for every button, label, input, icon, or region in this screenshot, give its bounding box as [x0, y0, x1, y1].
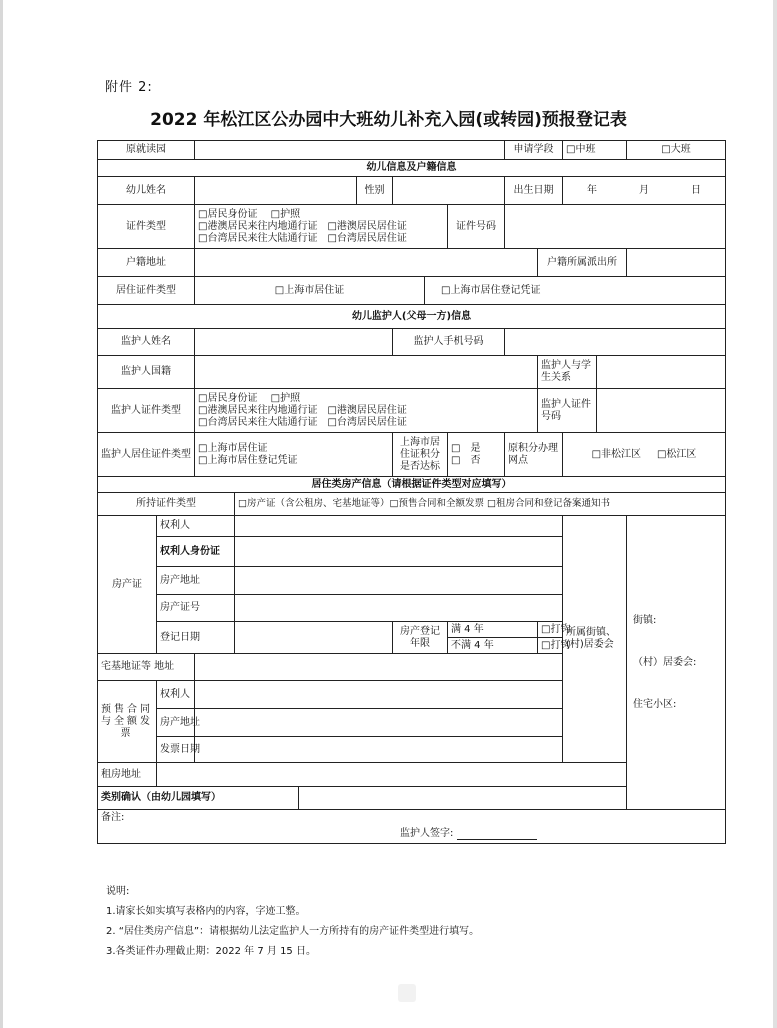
label-property-address: 房产地址 [157, 567, 235, 595]
checkbox-shanghai-residence-permit[interactable]: □上海市居住证 [195, 277, 425, 305]
held-document-type-options[interactable]: □房产证（含公租房、宅基地证等）□预售合同和全额发票 □租房合同和登记备案通知书 [235, 493, 726, 516]
label-child-id-number: 证件号码 [448, 205, 505, 249]
guardian-id-type-options[interactable] [195, 389, 538, 433]
label-presale-contract: 预售合同与全额发票 [98, 681, 157, 763]
birth-year-label: 年 [587, 184, 597, 196]
label-over-4-years: 满 4 年 [448, 622, 538, 638]
section-property-info: 居住类房产信息（请根据证件类型对应填写） [98, 477, 726, 493]
input-guardian-phone[interactable] [505, 329, 726, 356]
guardian-id-option-line[interactable]: □港澳居民来往内地通行证 □港澳居民居住证 [198, 404, 407, 416]
note-item: 2. “居住类房产信息”：请根据幼儿法定监护人一方所持有的房产证件类型进行填写。 [106, 926, 480, 937]
checkbox-points-yes[interactable]: □ 是 [451, 442, 481, 454]
guardian-id-option-line[interactable]: □居民身份证 □护照 [198, 392, 301, 404]
label-residence-permit-type: 居住证件类型 [98, 277, 195, 305]
label-remarks: 备注: [101, 812, 125, 823]
input-child-id-number[interactable] [505, 205, 726, 249]
input-rental-address[interactable] [157, 763, 627, 787]
label-invoice-date: 发票日期 [157, 737, 195, 763]
child-id-option-line[interactable]: □居民身份证 □护照 [198, 208, 301, 220]
input-guardian-name[interactable] [195, 329, 393, 356]
label-guardian-id-number: 监护人证件号码 [538, 389, 597, 433]
input-birth-date[interactable] [563, 177, 726, 205]
birth-month-label: 月 [639, 184, 649, 196]
checkbox-guardian-residence-permit[interactable]: □上海市居住证 [198, 442, 268, 454]
district-detail[interactable] [627, 516, 726, 810]
guardian-id-option-line[interactable]: □台湾居民来往大陆通行证 □台湾居民居住证 [198, 416, 407, 428]
input-certificate-number[interactable] [235, 595, 563, 622]
label-property-certificate: 房产证 [98, 516, 157, 654]
checkbox-under-4-years[interactable]: □打钩 [538, 638, 563, 654]
label-police-station: 户籍所属派出所 [538, 249, 627, 277]
input-police-station[interactable] [627, 249, 726, 277]
input-invoice-date[interactable] [195, 737, 563, 763]
label-certificate-number: 房产证号 [157, 595, 235, 622]
label-original-school: 原就读园 [98, 141, 195, 160]
label-guardian-id-type: 监护人证件类型 [98, 389, 195, 433]
input-property-address[interactable] [235, 567, 563, 595]
label-homestead-address: 宅基地证等 地址 [98, 654, 195, 681]
checkbox-songjiang[interactable]: □松江区 [656, 448, 697, 460]
child-id-type-options[interactable] [195, 205, 448, 249]
points-yes-no[interactable] [448, 433, 505, 477]
label-guardian-signature: 监护人签字: [400, 828, 454, 839]
label-birth-date: 出生日期 [505, 177, 563, 205]
checkbox-residence-registration[interactable]: □上海市居住登记凭证 [425, 277, 726, 305]
remarks-and-signature[interactable] [98, 810, 726, 844]
label-residential-community: 住宅小区: [633, 698, 677, 710]
input-owner[interactable] [235, 516, 563, 537]
label-points-office: 原积分办理网点 [505, 433, 563, 477]
notes-section [106, 882, 479, 962]
input-guardian-relation[interactable] [597, 356, 726, 389]
label-guardian-name: 监护人姓名 [98, 329, 195, 356]
label-presale-owner: 权利人 [157, 681, 195, 709]
label-hukou-address: 户籍地址 [98, 249, 195, 277]
label-owner: 权利人 [157, 516, 235, 537]
label-presale-address: 房产地址 [157, 709, 195, 737]
label-guardian-nationality: 监护人国籍 [98, 356, 195, 389]
section-child-info: 幼儿信息及户籍信息 [98, 160, 726, 177]
input-presale-address[interactable] [195, 709, 563, 737]
label-points-qualified: 上海市居住证积分是否达标 [393, 433, 448, 477]
checkbox-senior-class[interactable]: □大班 [627, 141, 726, 160]
checkbox-guardian-residence-registration[interactable]: □上海市居住登记凭证 [198, 454, 298, 466]
label-held-document-type: 所持证件类型 [98, 493, 235, 516]
input-homestead-address[interactable] [195, 654, 563, 681]
label-registration-date: 登记日期 [157, 622, 235, 654]
label-child-id-type: 证件类型 [98, 205, 195, 249]
label-village-committee: （村）居委会: [633, 656, 697, 668]
label-district: 所属街镇、(村)居委会 [563, 516, 627, 763]
checkbox-middle-class[interactable]: □中班 [563, 141, 627, 160]
signature-line[interactable] [457, 829, 537, 840]
label-guardian-residence-type: 监护人居住证件类型 [98, 433, 195, 477]
input-guardian-id-number[interactable] [597, 389, 726, 433]
checkbox-non-songjiang[interactable]: □非松江区 [591, 448, 642, 460]
label-child-name: 幼儿姓名 [98, 177, 195, 205]
registration-form-table [97, 140, 726, 844]
note-item: 1.请家长如实填写表格内的内容，字迹工整。 [106, 906, 306, 917]
input-original-school[interactable] [195, 141, 505, 160]
label-guardian-phone: 监护人手机号码 [393, 329, 505, 356]
birth-day-label: 日 [691, 184, 701, 196]
label-registration-years: 房产登记年限 [393, 622, 448, 654]
label-rental-address: 租房地址 [98, 763, 157, 787]
section-guardian-info: 幼儿监护人(父母一方)信息 [98, 305, 726, 329]
attachment-label: 附件 2: [105, 80, 153, 95]
page-edge-left [0, 0, 3, 1028]
faint-mark [398, 984, 416, 1002]
input-registration-date[interactable] [235, 622, 393, 654]
input-gender[interactable] [393, 177, 505, 205]
guardian-residence-options[interactable] [195, 433, 393, 477]
child-id-option-line[interactable]: □台湾居民来往大陆通行证 □台湾居民居住证 [198, 232, 407, 244]
label-category-confirmation: 类别确认（由幼儿园填写） [98, 787, 299, 810]
page-edge-right [773, 0, 777, 1028]
input-category-confirmation[interactable] [299, 787, 726, 810]
signature-area[interactable] [400, 828, 537, 840]
checkbox-over-4-years[interactable]: □打钩 [538, 622, 563, 638]
label-gender: 性别 [357, 177, 393, 205]
label-grade: 申请学段 [505, 141, 563, 160]
input-presale-owner[interactable] [195, 681, 563, 709]
input-guardian-nationality[interactable] [195, 356, 538, 389]
notes-title: 说明: [106, 886, 130, 897]
label-owner-id: 权利人身份证 [157, 537, 235, 567]
label-under-4-years: 不满 4 年 [448, 638, 538, 654]
input-owner-id[interactable] [235, 537, 563, 567]
points-office-options[interactable] [563, 433, 726, 477]
child-id-option-line[interactable]: □港澳居民来往内地通行证 □港澳居民居住证 [198, 220, 407, 232]
input-hukou-address[interactable] [195, 249, 538, 277]
label-guardian-relation: 监护人与学生关系 [538, 356, 597, 389]
checkbox-points-no[interactable]: □ 否 [451, 454, 481, 466]
form-title: 2022 年松江区公办园中大班幼儿补充入园(或转园)预报登记表 [150, 110, 627, 130]
label-street-town: 街镇: [633, 614, 657, 626]
note-item: 3.各类证件办理截止期：2022 年 7 月 15 日。 [106, 946, 316, 957]
input-child-name[interactable] [195, 177, 357, 205]
